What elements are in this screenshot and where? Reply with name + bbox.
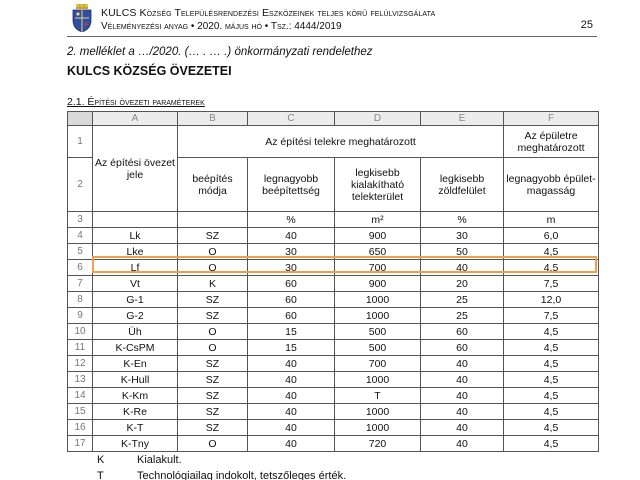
column-letter: D (335, 112, 421, 126)
build-mode-cell: O (178, 436, 248, 452)
green-area-cell: 25 (421, 292, 504, 308)
table-row (68, 420, 599, 436)
legend-text: Technológiailag indokolt, tetszőleges érték. (137, 470, 347, 480)
build-mode-cell: O (178, 260, 248, 276)
coverage-cell: 30 (248, 260, 335, 276)
coat-of-arms-icon (71, 4, 93, 32)
table-row (68, 356, 599, 372)
plot-area-cell: 1000 (335, 404, 421, 420)
column-letter-row (68, 112, 599, 126)
row-number: 5 (68, 244, 93, 260)
row-number: 11 (68, 340, 93, 356)
plot-area-cell: 1000 (335, 420, 421, 436)
plot-area-cell: 1000 (335, 308, 421, 324)
table-row (68, 260, 599, 276)
zone-code-cell: Lf (93, 260, 178, 276)
green-area-cell: 40 (421, 436, 504, 452)
zone-code-header: Az építési övezet jele (93, 126, 178, 212)
row-number: 16 (68, 420, 93, 436)
coverage-cell: 60 (248, 308, 335, 324)
building-group-header: Az épületre meghatározott (504, 126, 599, 158)
units-row (68, 212, 599, 228)
row-number: 3 (68, 212, 93, 228)
plot-area-cell: 720 (335, 436, 421, 452)
plot-area-cell: 900 (335, 276, 421, 292)
height-cell: 4,5 (504, 324, 599, 340)
build-mode-cell: SZ (178, 228, 248, 244)
column-letter: B (178, 112, 248, 126)
zone-code-cell: K-CsPM (93, 340, 178, 356)
zone-code-cell: G-2 (93, 308, 178, 324)
plot-area-cell: 500 (335, 324, 421, 340)
zone-code-cell: K-Km (93, 388, 178, 404)
height-cell: 7,5 (504, 308, 599, 324)
height-cell: 6,0 (504, 228, 599, 244)
height-cell: 12,0 (504, 292, 599, 308)
row-number: 14 (68, 388, 93, 404)
green-area-cell: 60 (421, 340, 504, 356)
zone-code-cell: G-1 (93, 292, 178, 308)
header-title: KULCS Község Településrendezési Eszközeinek teljes körű felülvizsgálata (101, 7, 436, 19)
build-mode-cell: O (178, 340, 248, 356)
build-mode-cell: SZ (178, 292, 248, 308)
section-title: 2.1. Építési övezeti paraméterek (67, 96, 205, 108)
height-cell: 4,5 (504, 260, 599, 276)
build-mode-cell: K (178, 276, 248, 292)
coverage-cell: 40 (248, 436, 335, 452)
table-row (68, 244, 599, 260)
plot-area-cell: 700 (335, 356, 421, 372)
header-subtitle: Véleményezési anyag • 2020. május hó • Tsz.: 4444/2019 (101, 21, 342, 32)
plot-area-cell: 700 (335, 260, 421, 276)
table-row (68, 340, 599, 356)
plot-area-cell: 1000 (335, 372, 421, 388)
table-row (68, 276, 599, 292)
plot-area-cell: T (335, 388, 421, 404)
row-number: 8 (68, 292, 93, 308)
max-height-header: legnagyobb épület-magasság (504, 158, 599, 212)
min-plot-header: legkisebb kialakítható telekterület (335, 158, 421, 212)
table-row (68, 228, 599, 244)
zoning-parameters-table (67, 111, 599, 452)
plot-area-cell: 900 (335, 228, 421, 244)
header-row-1 (68, 126, 599, 158)
table-row (68, 388, 599, 404)
build-mode-cell: SZ (178, 372, 248, 388)
units-empty-cell (93, 212, 178, 228)
height-cell: 7,5 (504, 276, 599, 292)
row-number: 1 (68, 126, 93, 158)
build-mode-cell: O (178, 244, 248, 260)
coverage-cell: 15 (248, 340, 335, 356)
green-area-cell: 25 (421, 308, 504, 324)
coverage-unit: % (248, 212, 335, 228)
height-cell: 4,5 (504, 244, 599, 260)
coverage-cell: 60 (248, 292, 335, 308)
height-cell: 4,5 (504, 420, 599, 436)
column-letter: E (421, 112, 504, 126)
zone-code-cell: K-En (93, 356, 178, 372)
build-mode-cell: O (178, 324, 248, 340)
zone-rows (68, 228, 599, 452)
build-mode-cell: SZ (178, 308, 248, 324)
max-coverage-header: legnagyobb beépítettség (248, 158, 335, 212)
table-row (68, 404, 599, 420)
row-number: 13 (68, 372, 93, 388)
build-mode-cell: SZ (178, 388, 248, 404)
build-mode-cell: SZ (178, 420, 248, 436)
row-number: 15 (68, 404, 93, 420)
green-area-cell: 40 (421, 372, 504, 388)
page-header (0, 0, 640, 40)
table-row (68, 308, 599, 324)
coverage-cell: 15 (248, 324, 335, 340)
plot-group-header: Az építési telekre meghatározott (178, 126, 504, 158)
height-cell: 4,5 (504, 388, 599, 404)
plot-area-cell: 500 (335, 340, 421, 356)
height-cell: 4,5 (504, 404, 599, 420)
row-number: 4 (68, 228, 93, 244)
zone-code-cell: Lk (93, 228, 178, 244)
zone-code-cell: Lke (93, 244, 178, 260)
height-cell: 4,5 (504, 372, 599, 388)
legend-item (97, 454, 182, 466)
height-unit: m (504, 212, 599, 228)
column-letter: A (93, 112, 178, 126)
min-green-header: legkisebb zöldfelület (421, 158, 504, 212)
green-area-cell: 40 (421, 260, 504, 276)
table-row (68, 372, 599, 388)
coverage-cell: 40 (248, 388, 335, 404)
green-area-cell: 40 (421, 388, 504, 404)
row-number: 2 (68, 158, 93, 212)
zone-code-cell: Vt (93, 276, 178, 292)
zone-code-cell: K-T (93, 420, 178, 436)
green-area-cell: 60 (421, 324, 504, 340)
header-divider (67, 36, 597, 37)
coverage-cell: 40 (248, 372, 335, 388)
coverage-cell: 40 (248, 228, 335, 244)
height-cell: 4,5 (504, 340, 599, 356)
row-number: 9 (68, 308, 93, 324)
green-unit: % (421, 212, 504, 228)
legend-item (97, 470, 346, 480)
coverage-cell: 40 (248, 420, 335, 436)
height-cell: 4,5 (504, 356, 599, 372)
table-row (68, 324, 599, 340)
row-number: 7 (68, 276, 93, 292)
height-cell: 4,5 (504, 436, 599, 452)
column-letter: C (248, 112, 335, 126)
row-number: 17 (68, 436, 93, 452)
coverage-cell: 30 (248, 244, 335, 260)
row-number: 12 (68, 356, 93, 372)
green-area-cell: 20 (421, 276, 504, 292)
table-row (68, 292, 599, 308)
legend-text: Kialakult. (137, 454, 182, 466)
zone-code-cell: K-Re (93, 404, 178, 420)
coverage-cell: 60 (248, 276, 335, 292)
zone-code-cell: K-Tny (93, 436, 178, 452)
page-number: 25 (580, 19, 593, 31)
plot-area-cell: 650 (335, 244, 421, 260)
green-area-cell: 40 (421, 404, 504, 420)
legend-code: K (97, 454, 105, 466)
zone-code-cell: Üh (93, 324, 178, 340)
coverage-cell: 40 (248, 404, 335, 420)
plot-area-cell: 1000 (335, 292, 421, 308)
table-row (68, 436, 599, 452)
zone-code-cell: K-Hull (93, 372, 178, 388)
document-title: KULCS KÖZSÉG ÖVEZETEI (67, 64, 232, 78)
green-area-cell: 30 (421, 228, 504, 244)
green-area-cell: 40 (421, 420, 504, 436)
units-empty-cell (178, 212, 248, 228)
column-letter: F (504, 112, 599, 126)
annex-line: 2. melléklet a …/2020. (… . … .) önkormányzati rendelethez (67, 46, 373, 58)
build-mode-header: beépítés módja (178, 158, 248, 212)
green-area-cell: 40 (421, 356, 504, 372)
corner-cell (68, 112, 93, 126)
build-mode-cell: SZ (178, 356, 248, 372)
row-number: 10 (68, 324, 93, 340)
build-mode-cell: SZ (178, 404, 248, 420)
legend-code: T (97, 470, 104, 480)
coverage-cell: 40 (248, 356, 335, 372)
plot-unit: m² (335, 212, 421, 228)
row-number: 6 (68, 260, 93, 276)
green-area-cell: 50 (421, 244, 504, 260)
